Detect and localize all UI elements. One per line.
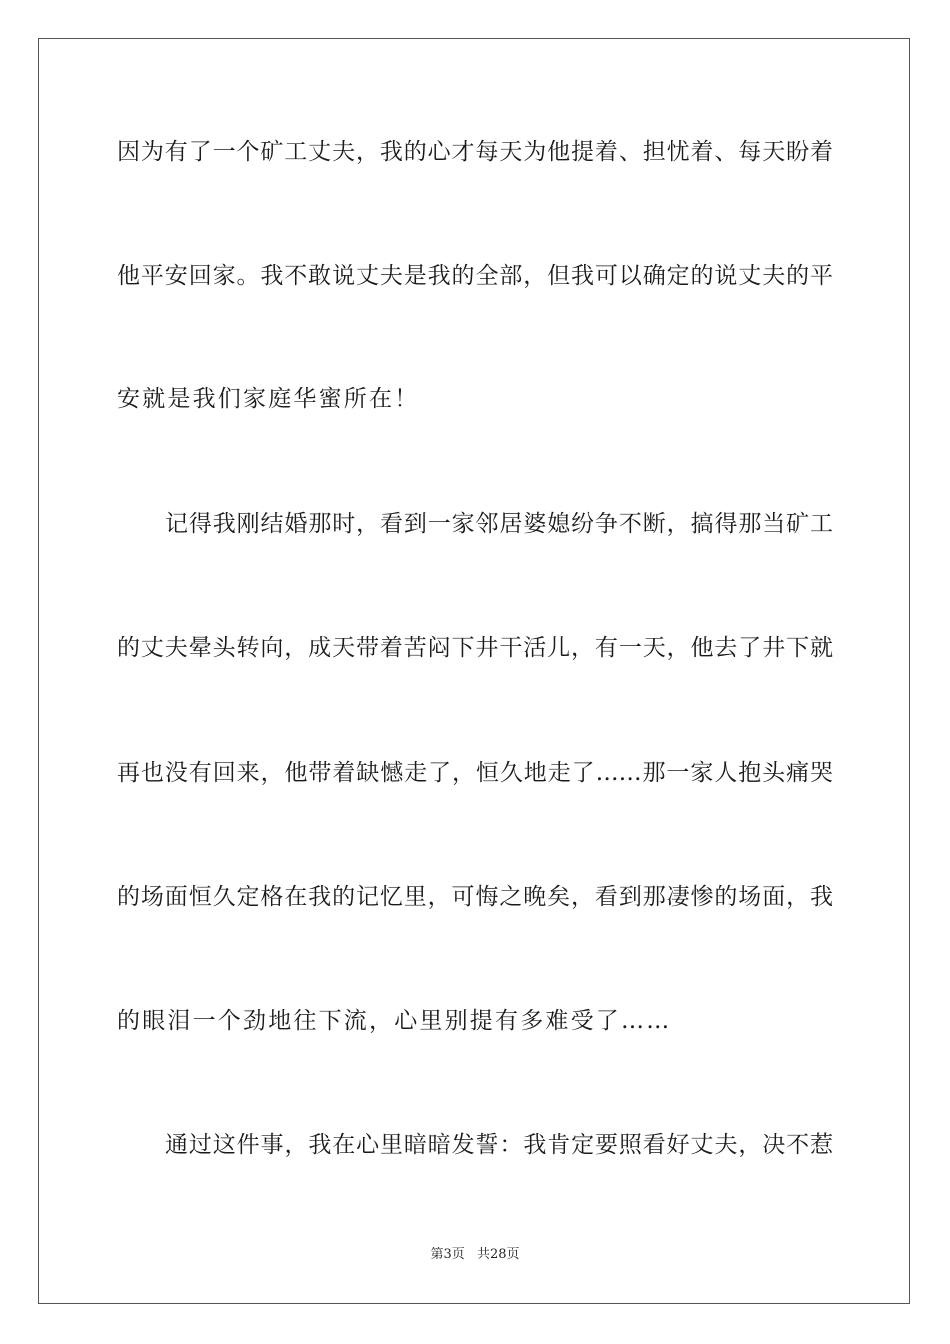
body-text-line: 再也没有回来，他带着缺憾走了，恒久地走了……那一家人抱头痛哭 [117,760,833,786]
paragraph-first-line: 记得我刚结婚那时，看到一家邻居婆媳纷争不断，搞得那当矿工 [165,511,833,537]
page-total: 共28页 [476,1247,520,1262]
page-footer [0,1246,950,1264]
body-text-line: 他平安回家。我不敢说丈夫是我的全部，但我可以确定的说丈夫的平 [117,263,833,289]
paragraph-first-line: 通过这件事，我在心里暗暗发誓：我肯定要照看好丈夫，决不惹 [165,1132,833,1158]
body-text-line: 的场面恒久定格在我的记忆里，可悔之晚矣，看到那凄惨的场面，我 [117,884,833,910]
page-border [38,38,910,1304]
page-number: 第3页 [430,1247,465,1262]
body-text-line: 的丈夫晕头转向，成天带着苦闷下井干活儿，有一天，他去了井下就 [117,635,833,661]
body-text-line: 因为有了一个矿工丈夫，我的心才每天为他提着、担忧着、每天盼着 [117,139,833,165]
body-text-line: 安就是我们家庭华蜜所在！ [117,386,420,412]
body-text-line: 的眼泪一个劲地往下流，心里别提有多难受了…… [117,1008,672,1034]
